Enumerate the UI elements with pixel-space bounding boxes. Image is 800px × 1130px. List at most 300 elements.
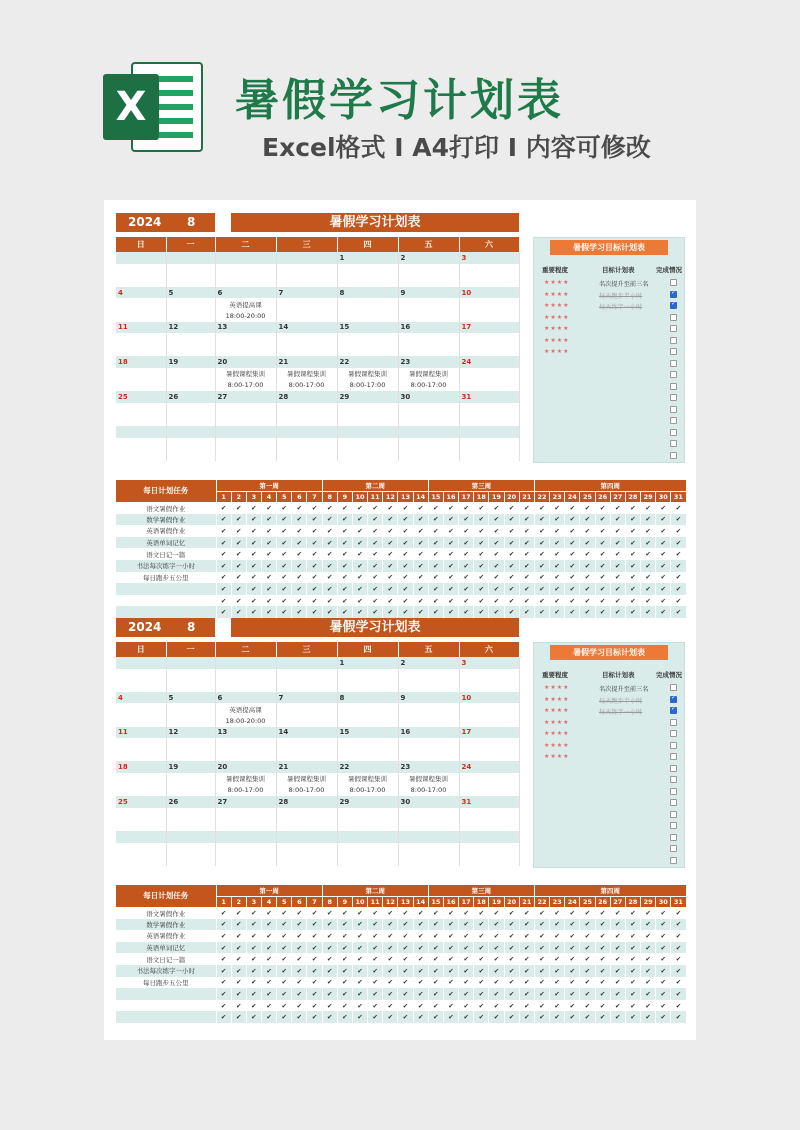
calendar-note[interactable] — [459, 750, 519, 762]
calendar-note[interactable] — [116, 715, 166, 727]
calendar-date[interactable]: 15 — [337, 727, 398, 739]
task-check[interactable]: ✔ — [610, 907, 625, 919]
calendar-note[interactable] — [276, 703, 337, 715]
task-check[interactable]: ✔ — [595, 1011, 610, 1023]
calendar-date[interactable]: 23 — [398, 356, 459, 368]
task-check[interactable]: ✔ — [398, 988, 413, 1000]
calendar-note[interactable] — [116, 345, 166, 357]
calendar-note[interactable] — [398, 275, 459, 287]
task-check[interactable]: ✔ — [246, 514, 261, 526]
task-check[interactable]: ✔ — [550, 988, 565, 1000]
calendar-note[interactable] — [398, 854, 459, 866]
task-check[interactable]: ✔ — [625, 595, 640, 607]
task-check[interactable]: ✔ — [277, 572, 292, 584]
task-check[interactable]: ✔ — [534, 606, 549, 618]
calendar-note[interactable] — [337, 403, 398, 415]
task-check[interactable]: ✔ — [428, 583, 443, 595]
task-check[interactable]: ✔ — [595, 560, 610, 572]
task-check[interactable]: ✔ — [292, 953, 307, 965]
task-check[interactable]: ✔ — [428, 919, 443, 931]
task-check[interactable]: ✔ — [489, 606, 504, 618]
task-check[interactable]: ✔ — [565, 907, 580, 919]
task-check[interactable]: ✔ — [656, 572, 671, 584]
task-check[interactable]: ✔ — [489, 1011, 504, 1023]
task-check[interactable]: ✔ — [550, 942, 565, 954]
calendar-note[interactable] — [276, 438, 337, 450]
task-check[interactable]: ✔ — [383, 1000, 398, 1012]
task-check[interactable]: ✔ — [443, 595, 458, 607]
task-check[interactable]: ✔ — [337, 560, 352, 572]
task-check[interactable]: ✔ — [641, 572, 656, 584]
task-check[interactable]: ✔ — [504, 977, 519, 989]
task-check[interactable]: ✔ — [261, 606, 276, 618]
calendar-note[interactable] — [459, 738, 519, 750]
calendar-note[interactable] — [459, 403, 519, 415]
calendar-note[interactable] — [215, 750, 276, 762]
task-check[interactable]: ✔ — [413, 907, 428, 919]
task-check[interactable]: ✔ — [519, 1011, 534, 1023]
task-check[interactable]: ✔ — [337, 977, 352, 989]
task-check[interactable]: ✔ — [534, 965, 549, 977]
task-check[interactable]: ✔ — [595, 930, 610, 942]
task-check[interactable]: ✔ — [489, 965, 504, 977]
task-check[interactable]: ✔ — [307, 525, 322, 537]
task-check[interactable]: ✔ — [610, 977, 625, 989]
calendar-note[interactable] — [116, 773, 166, 785]
calendar-note[interactable] — [116, 808, 166, 820]
task-check[interactable]: ✔ — [671, 537, 686, 549]
task-check[interactable]: ✔ — [443, 919, 458, 931]
calendar-note[interactable]: 英语提高课 — [215, 703, 276, 715]
task-check[interactable]: ✔ — [519, 930, 534, 942]
task-check[interactable]: ✔ — [474, 942, 489, 954]
task-check[interactable]: ✔ — [216, 595, 231, 607]
task-check[interactable]: ✔ — [489, 1000, 504, 1012]
task-check[interactable]: ✔ — [550, 606, 565, 618]
task-check[interactable]: ✔ — [656, 907, 671, 919]
task-check[interactable]: ✔ — [489, 502, 504, 514]
calendar-note[interactable]: 暑假课程集训 — [215, 368, 276, 380]
calendar-note[interactable] — [459, 703, 519, 715]
calendar-note[interactable] — [398, 403, 459, 415]
task-check[interactable]: ✔ — [550, 907, 565, 919]
task-check[interactable]: ✔ — [337, 606, 352, 618]
task-check[interactable]: ✔ — [413, 988, 428, 1000]
task-check[interactable]: ✔ — [398, 502, 413, 514]
calendar-date[interactable]: 17 — [459, 727, 519, 739]
task-check[interactable]: ✔ — [474, 988, 489, 1000]
completion-checkbox[interactable] — [670, 394, 677, 401]
calendar-note[interactable] — [398, 264, 459, 276]
calendar-date[interactable]: 22 — [337, 356, 398, 368]
task-check[interactable]: ✔ — [595, 977, 610, 989]
task-check[interactable]: ✔ — [216, 502, 231, 514]
task-check[interactable]: ✔ — [261, 953, 276, 965]
calendar-note[interactable] — [215, 264, 276, 276]
task-check[interactable]: ✔ — [428, 572, 443, 584]
task-check[interactable]: ✔ — [398, 907, 413, 919]
task-check[interactable]: ✔ — [489, 537, 504, 549]
task-check[interactable]: ✔ — [337, 595, 352, 607]
task-check[interactable]: ✔ — [595, 548, 610, 560]
calendar-note[interactable] — [276, 449, 337, 461]
calendar-note[interactable] — [337, 275, 398, 287]
task-check[interactable]: ✔ — [656, 525, 671, 537]
task-check[interactable]: ✔ — [519, 907, 534, 919]
calendar-note[interactable] — [215, 843, 276, 855]
task-check[interactable]: ✔ — [413, 965, 428, 977]
task-check[interactable]: ✔ — [504, 548, 519, 560]
calendar-date[interactable]: 16 — [398, 322, 459, 334]
task-check[interactable]: ✔ — [216, 572, 231, 584]
task-check[interactable]: ✔ — [246, 560, 261, 572]
task-check[interactable]: ✔ — [595, 919, 610, 931]
task-check[interactable]: ✔ — [398, 572, 413, 584]
task-check[interactable]: ✔ — [322, 572, 337, 584]
calendar-note[interactable] — [459, 808, 519, 820]
calendar-note[interactable] — [337, 264, 398, 276]
task-check[interactable]: ✔ — [428, 953, 443, 965]
task-check[interactable]: ✔ — [216, 583, 231, 595]
task-check[interactable]: ✔ — [504, 930, 519, 942]
calendar-note[interactable] — [166, 808, 215, 820]
task-check[interactable]: ✔ — [292, 583, 307, 595]
task-check[interactable]: ✔ — [641, 595, 656, 607]
task-check[interactable]: ✔ — [368, 1011, 383, 1023]
task-check[interactable]: ✔ — [641, 953, 656, 965]
task-check[interactable]: ✔ — [322, 595, 337, 607]
calendar-note[interactable] — [166, 275, 215, 287]
calendar-note[interactable] — [166, 264, 215, 276]
calendar-date[interactable]: 29 — [337, 796, 398, 808]
calendar-note[interactable] — [459, 333, 519, 345]
task-name[interactable] — [116, 583, 216, 595]
task-check[interactable]: ✔ — [504, 953, 519, 965]
task-check[interactable]: ✔ — [550, 953, 565, 965]
task-check[interactable]: ✔ — [383, 977, 398, 989]
task-check[interactable]: ✔ — [610, 965, 625, 977]
task-check[interactable]: ✔ — [428, 988, 443, 1000]
task-check[interactable]: ✔ — [368, 930, 383, 942]
calendar-note[interactable] — [116, 703, 166, 715]
task-check[interactable]: ✔ — [580, 606, 595, 618]
task-check[interactable]: ✔ — [625, 988, 640, 1000]
calendar-date[interactable]: 21 — [276, 356, 337, 368]
calendar-date[interactable]: 8 — [337, 692, 398, 704]
task-name[interactable]: 每日跑步五公里 — [116, 572, 216, 584]
completion-checkbox[interactable] — [670, 776, 677, 783]
completion-checkbox[interactable] — [670, 325, 677, 332]
calendar-note[interactable]: 8:00-17:00 — [337, 785, 398, 797]
calendar-note[interactable] — [116, 414, 166, 426]
calendar-note[interactable] — [116, 380, 166, 392]
calendar-note[interactable] — [166, 715, 215, 727]
task-check[interactable]: ✔ — [610, 953, 625, 965]
task-check[interactable]: ✔ — [610, 525, 625, 537]
task-check[interactable]: ✔ — [352, 548, 367, 560]
calendar-date[interactable]: 27 — [215, 391, 276, 403]
calendar-note[interactable] — [116, 669, 166, 681]
task-check[interactable]: ✔ — [352, 572, 367, 584]
calendar-note[interactable] — [398, 333, 459, 345]
task-check[interactable]: ✔ — [671, 965, 686, 977]
task-check[interactable]: ✔ — [580, 595, 595, 607]
task-check[interactable]: ✔ — [307, 548, 322, 560]
task-check[interactable]: ✔ — [231, 1011, 246, 1023]
task-check[interactable]: ✔ — [307, 606, 322, 618]
task-check[interactable]: ✔ — [641, 907, 656, 919]
task-check[interactable]: ✔ — [610, 560, 625, 572]
task-check[interactable]: ✔ — [307, 572, 322, 584]
calendar-note[interactable] — [398, 310, 459, 322]
calendar-note[interactable] — [215, 449, 276, 461]
task-check[interactable]: ✔ — [292, 942, 307, 954]
task-check[interactable]: ✔ — [625, 606, 640, 618]
task-check[interactable]: ✔ — [216, 560, 231, 572]
task-check[interactable]: ✔ — [595, 525, 610, 537]
calendar-date[interactable]: 30 — [398, 391, 459, 403]
calendar-date[interactable]: 6 — [215, 287, 276, 299]
completion-checkbox[interactable] — [670, 753, 677, 760]
task-check[interactable]: ✔ — [246, 572, 261, 584]
task-check[interactable]: ✔ — [368, 907, 383, 919]
task-check[interactable]: ✔ — [443, 514, 458, 526]
task-check[interactable]: ✔ — [595, 583, 610, 595]
task-check[interactable]: ✔ — [519, 583, 534, 595]
calendar-note[interactable] — [337, 680, 398, 692]
task-check[interactable]: ✔ — [413, 525, 428, 537]
task-check[interactable]: ✔ — [550, 560, 565, 572]
task-check[interactable]: ✔ — [277, 606, 292, 618]
calendar-note[interactable] — [459, 345, 519, 357]
calendar-date[interactable] — [116, 831, 166, 843]
task-check[interactable]: ✔ — [368, 942, 383, 954]
completion-checkbox[interactable] — [670, 811, 677, 818]
task-check[interactable]: ✔ — [504, 988, 519, 1000]
calendar-note[interactable] — [116, 298, 166, 310]
task-check[interactable]: ✔ — [459, 942, 474, 954]
task-check[interactable]: ✔ — [534, 977, 549, 989]
task-check[interactable]: ✔ — [534, 942, 549, 954]
task-check[interactable]: ✔ — [352, 606, 367, 618]
task-check[interactable]: ✔ — [383, 525, 398, 537]
task-check[interactable]: ✔ — [580, 953, 595, 965]
task-check[interactable]: ✔ — [580, 1011, 595, 1023]
calendar-date[interactable]: 15 — [337, 322, 398, 334]
task-check[interactable]: ✔ — [277, 525, 292, 537]
task-check[interactable]: ✔ — [352, 977, 367, 989]
task-check[interactable]: ✔ — [489, 548, 504, 560]
task-check[interactable]: ✔ — [595, 595, 610, 607]
calendar-note[interactable] — [166, 380, 215, 392]
task-check[interactable]: ✔ — [292, 595, 307, 607]
calendar-date[interactable] — [116, 657, 166, 669]
task-name[interactable]: 数学暑假作业 — [116, 514, 216, 526]
task-check[interactable]: ✔ — [261, 502, 276, 514]
task-name[interactable]: 数学暑假作业 — [116, 919, 216, 931]
task-check[interactable]: ✔ — [595, 572, 610, 584]
calendar-note[interactable] — [215, 333, 276, 345]
task-check[interactable]: ✔ — [625, 977, 640, 989]
task-check[interactable]: ✔ — [610, 548, 625, 560]
task-check[interactable]: ✔ — [504, 502, 519, 514]
task-check[interactable]: ✔ — [610, 537, 625, 549]
calendar-note[interactable] — [215, 414, 276, 426]
task-name[interactable]: 语文日记一篇 — [116, 548, 216, 560]
task-check[interactable]: ✔ — [368, 977, 383, 989]
task-check[interactable]: ✔ — [337, 514, 352, 526]
task-check[interactable]: ✔ — [277, 595, 292, 607]
calendar-note[interactable] — [215, 669, 276, 681]
task-check[interactable]: ✔ — [216, 907, 231, 919]
task-check[interactable]: ✔ — [610, 1000, 625, 1012]
calendar-note[interactable] — [276, 819, 337, 831]
calendar-note[interactable] — [215, 345, 276, 357]
calendar-note[interactable] — [459, 819, 519, 831]
task-check[interactable]: ✔ — [216, 965, 231, 977]
calendar-note[interactable] — [116, 819, 166, 831]
task-check[interactable]: ✔ — [580, 977, 595, 989]
task-check[interactable]: ✔ — [307, 977, 322, 989]
calendar-date[interactable]: 12 — [166, 727, 215, 739]
calendar-note[interactable]: 8:00-17:00 — [215, 785, 276, 797]
task-check[interactable]: ✔ — [352, 583, 367, 595]
task-name[interactable]: 语文暑假作业 — [116, 907, 216, 919]
calendar-note[interactable] — [215, 808, 276, 820]
task-check[interactable]: ✔ — [565, 572, 580, 584]
task-check[interactable]: ✔ — [474, 977, 489, 989]
completion-checkbox[interactable] — [670, 707, 677, 714]
calendar-note[interactable] — [116, 310, 166, 322]
calendar-date[interactable]: 10 — [459, 692, 519, 704]
task-check[interactable]: ✔ — [656, 1000, 671, 1012]
task-check[interactable]: ✔ — [565, 1000, 580, 1012]
task-check[interactable]: ✔ — [580, 907, 595, 919]
task-check[interactable]: ✔ — [216, 977, 231, 989]
task-check[interactable]: ✔ — [656, 537, 671, 549]
task-check[interactable]: ✔ — [383, 560, 398, 572]
task-check[interactable]: ✔ — [671, 514, 686, 526]
task-check[interactable]: ✔ — [398, 919, 413, 931]
calendar-date[interactable]: 2 — [398, 657, 459, 669]
task-name[interactable]: 每日跑步五公里 — [116, 977, 216, 989]
task-check[interactable]: ✔ — [413, 953, 428, 965]
task-check[interactable]: ✔ — [307, 583, 322, 595]
calendar-date[interactable] — [337, 831, 398, 843]
task-check[interactable]: ✔ — [519, 537, 534, 549]
task-check[interactable]: ✔ — [307, 953, 322, 965]
task-check[interactable]: ✔ — [413, 548, 428, 560]
task-check[interactable]: ✔ — [261, 1000, 276, 1012]
calendar-date[interactable]: 8 — [337, 287, 398, 299]
task-check[interactable]: ✔ — [459, 514, 474, 526]
task-check[interactable]: ✔ — [595, 953, 610, 965]
task-check[interactable]: ✔ — [216, 548, 231, 560]
task-check[interactable]: ✔ — [443, 560, 458, 572]
calendar-date[interactable]: 6 — [215, 692, 276, 704]
task-check[interactable]: ✔ — [641, 977, 656, 989]
calendar-note[interactable]: 暑假课程集训 — [337, 773, 398, 785]
task-check[interactable]: ✔ — [565, 930, 580, 942]
task-check[interactable]: ✔ — [580, 965, 595, 977]
task-check[interactable]: ✔ — [474, 907, 489, 919]
task-check[interactable]: ✔ — [398, 1000, 413, 1012]
task-check[interactable]: ✔ — [322, 1000, 337, 1012]
task-check[interactable]: ✔ — [519, 919, 534, 931]
task-check[interactable]: ✔ — [641, 965, 656, 977]
calendar-note[interactable] — [166, 738, 215, 750]
task-check[interactable]: ✔ — [443, 537, 458, 549]
calendar-date[interactable]: 25 — [116, 391, 166, 403]
calendar-note[interactable] — [337, 738, 398, 750]
completion-checkbox[interactable] — [670, 765, 677, 772]
task-check[interactable]: ✔ — [443, 953, 458, 965]
task-check[interactable]: ✔ — [550, 548, 565, 560]
task-check[interactable]: ✔ — [352, 919, 367, 931]
task-check[interactable]: ✔ — [534, 572, 549, 584]
calendar-note[interactable]: 8:00-17:00 — [398, 380, 459, 392]
calendar-note[interactable] — [276, 738, 337, 750]
calendar-note[interactable] — [276, 275, 337, 287]
task-check[interactable]: ✔ — [322, 919, 337, 931]
task-check[interactable]: ✔ — [504, 560, 519, 572]
task-name[interactable] — [116, 1000, 216, 1012]
task-check[interactable]: ✔ — [519, 525, 534, 537]
task-check[interactable]: ✔ — [292, 965, 307, 977]
task-check[interactable]: ✔ — [337, 988, 352, 1000]
task-check[interactable]: ✔ — [565, 988, 580, 1000]
task-check[interactable]: ✔ — [671, 930, 686, 942]
task-check[interactable]: ✔ — [322, 965, 337, 977]
completion-checkbox[interactable] — [670, 417, 677, 424]
task-check[interactable]: ✔ — [625, 919, 640, 931]
task-check[interactable]: ✔ — [322, 930, 337, 942]
task-check[interactable]: ✔ — [398, 942, 413, 954]
task-check[interactable]: ✔ — [428, 514, 443, 526]
task-check[interactable]: ✔ — [337, 525, 352, 537]
calendar-note[interactable] — [337, 414, 398, 426]
calendar-note[interactable] — [116, 750, 166, 762]
calendar-note[interactable] — [337, 438, 398, 450]
task-check[interactable]: ✔ — [428, 1011, 443, 1023]
task-check[interactable]: ✔ — [216, 1000, 231, 1012]
task-check[interactable]: ✔ — [398, 583, 413, 595]
task-check[interactable]: ✔ — [398, 930, 413, 942]
task-check[interactable]: ✔ — [216, 1011, 231, 1023]
task-check[interactable]: ✔ — [443, 942, 458, 954]
task-check[interactable]: ✔ — [474, 930, 489, 942]
task-check[interactable]: ✔ — [625, 583, 640, 595]
task-check[interactable]: ✔ — [322, 583, 337, 595]
task-check[interactable]: ✔ — [383, 988, 398, 1000]
task-check[interactable]: ✔ — [641, 525, 656, 537]
calendar-note[interactable] — [459, 414, 519, 426]
task-check[interactable]: ✔ — [656, 930, 671, 942]
task-check[interactable]: ✔ — [337, 907, 352, 919]
task-check[interactable]: ✔ — [292, 919, 307, 931]
task-check[interactable]: ✔ — [337, 1011, 352, 1023]
task-check[interactable]: ✔ — [443, 1000, 458, 1012]
task-check[interactable]: ✔ — [474, 606, 489, 618]
calendar-note[interactable] — [459, 680, 519, 692]
calendar-date[interactable]: 20 — [215, 356, 276, 368]
task-check[interactable]: ✔ — [459, 977, 474, 989]
task-check[interactable]: ✔ — [398, 514, 413, 526]
task-check[interactable]: ✔ — [231, 502, 246, 514]
task-check[interactable]: ✔ — [322, 502, 337, 514]
task-check[interactable]: ✔ — [428, 942, 443, 954]
calendar-date[interactable]: 31 — [459, 796, 519, 808]
